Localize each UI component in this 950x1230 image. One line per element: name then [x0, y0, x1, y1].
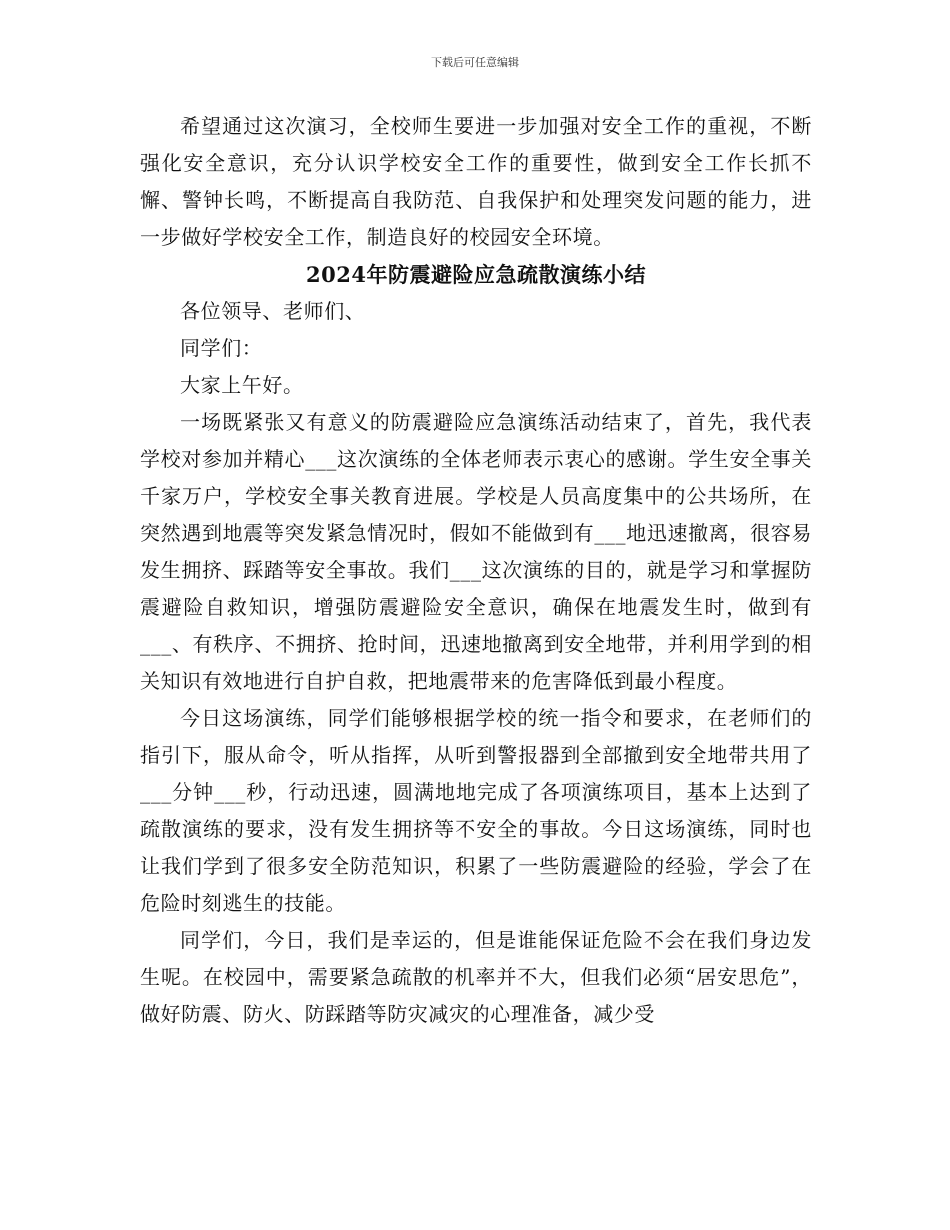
body-paragraph: 同学们，今日，我们是幸运的，但是谁能保证危险不会在我们身边发生呢。在校园中，需要紧急疏散的机率并不大，但我们必须“居安思危”，做好防震、防火、防踩踏等防灾减灾的心理准备，减少受 [140, 928, 812, 1026]
document-title: 2024年防震避险应急疏散演练小结 [306, 262, 646, 287]
document-body [140, 108, 812, 1033]
greeting-line: 同学们： [180, 336, 263, 360]
body-paragraph: 一场既紧张又有意义的防震避险应急演练活动结束了，首先，我代表学校对参加并精心___这次演练的全体老师表示衷心的感谢。学生安全事关千家万户，学校安全事关教育进展。学校是人员高度集中的公共场所，在突然遇到地震等突发紧急情况时，假如不能做到有___地迅速撤离，很容易发生拥挤、踩踏等安全事故。我们___这次演练的目的，就是学习和掌握防震避险自救知识，增强防震避险安全意识，确保在地震发生时，做到有___、有秩序、不拥挤、抢时间，迅速地撤离到安全地带，并利用学到的相关知识有效地进行自护自救，把地震带来的危害降低到最小程度。 [140, 410, 812, 693]
page-header: 下载后可任意编辑 [431, 56, 519, 69]
greeting-line: 大家上午好。 [180, 373, 304, 397]
greeting-line: 各位领导、老师们、 [180, 299, 366, 323]
intro-paragraph: 希望通过这次演习，全校师生要进一步加强对安全工作的重视，不断强化安全意识，充分认识学校安全工作的重要性，做到安全工作长抓不懈、警钟长鸣，不断提高自我防范、自我保护和处理突发问题的能力，进一步做好学校安全工作，制造良好的校园安全环境。 [140, 114, 812, 249]
body-paragraph: 今日这场演练，同学们能够根据学校的统一指令和要求，在老师们的指引下，服从命令，听从指挥，从听到警报器到全部撤到安全地带共用了___分钟___秒，行动迅速，圆满地地完成了各项演练项目，基本上达到了疏散演练的要求，没有发生拥挤等不安全的事故。今日这场演练，同时也让我们学到了很多安全防范知识，积累了一些防震避险的经验，学会了在危险时刻逃生的技能。 [140, 706, 812, 915]
